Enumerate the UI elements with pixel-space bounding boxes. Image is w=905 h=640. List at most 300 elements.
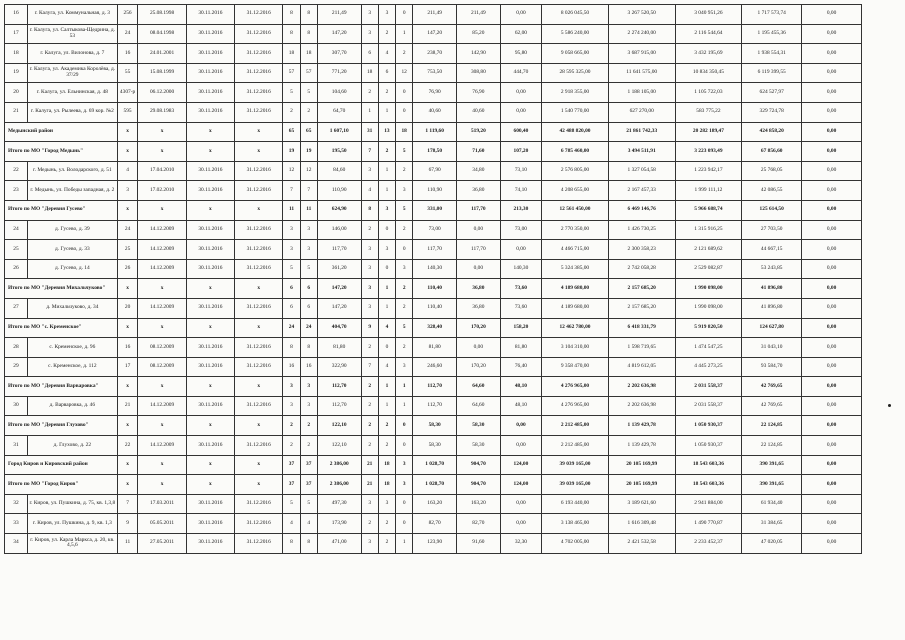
table-cell: 30.11.2016 [186,259,234,279]
table-cell: x [117,475,138,495]
table-cell: 361,20 [317,259,361,279]
table-cell: 31.12.2016 [235,259,283,279]
table-cell: 4 189 680,00 [542,279,609,299]
address-cell: д. Варваровка, д. 46 [28,396,118,416]
table-cell: 6 785 460,00 [542,142,609,162]
table-cell: 58,30 [413,416,457,436]
table-cell: 110,40 [413,279,457,299]
table-cell: 1 028,70 [413,455,457,475]
table-cell: 31.12.2016 [235,494,283,514]
table-cell: 2 742 058,28 [608,259,675,279]
table-cell: 3 [361,494,378,514]
table-cell: 2 [396,220,413,240]
table-cell: 0,00 [802,83,862,103]
subtotal-label: Итого по МО "с. Кременское" [5,318,118,338]
table-cell: 0,00 [457,220,501,240]
table-cell: 30.11.2016 [186,63,234,83]
table-cell: 1 223 942,17 [675,161,742,181]
table-cell: 2 [396,279,413,299]
table-cell: 140,30 [500,259,541,279]
table-cell: 40,60 [457,102,501,122]
table-cell: 1 990 098,00 [675,279,742,299]
table-cell: 1 119,60 [413,122,457,142]
subtotal-label: Город Киров и Кировский район [5,455,118,475]
table-cell: 110,40 [413,298,457,318]
table-cell: 17.03.2011 [138,494,186,514]
table-cell: 2 [361,83,378,103]
table-cell: 81,80 [500,338,541,358]
table-cell: 1 490 770,87 [675,514,742,534]
table-cell: 19 [300,142,317,162]
table-cell: 20 105 169,99 [608,475,675,495]
table-cell: 112,70 [317,396,361,416]
table-cell: 1 139 429,78 [608,416,675,436]
table-cell: 3 [361,298,378,318]
address-cell: г. Киров, ул. Пушкина, д. 75, кв. 1,3,8 [28,494,118,514]
table-cell: 27.05.2011 [138,534,186,554]
table-cell: 06.12.2000 [138,83,186,103]
table-cell: 6 [361,44,378,64]
table-row [5,494,862,514]
table-cell: 1 [378,279,395,299]
table-cell: 31 [361,122,378,142]
table-cell: 124,00 [500,475,541,495]
table-cell: 34,80 [457,161,501,181]
table-cell: 3 189 621,60 [608,494,675,514]
table-cell: 1 [396,534,413,554]
table-cell: 0,00 [500,240,541,260]
table-cell: 2 [396,161,413,181]
table-cell: 08.12.2009 [138,338,186,358]
table-cell: 3 [361,534,378,554]
table-row [5,220,862,240]
subtotal-label: Итого по МО "Деревня Глухово" [5,416,118,436]
address-cell: д. Гусево, д. 33 [28,240,118,260]
table-cell: 595 [117,102,138,122]
subtotal-label: Итого по МО "Деревня Варваровка" [5,377,118,397]
table-cell: 3 [300,377,317,397]
table-cell: 0,00 [802,279,862,299]
table-cell: 30.11.2016 [186,161,234,181]
table-cell: 3 [283,377,300,397]
table-cell: 8 [283,24,300,44]
table-cell: 37 [283,475,300,495]
table-cell: 0,00 [802,475,862,495]
table-cell: 31 043,10 [742,338,802,358]
table-cell: 1 [378,181,395,201]
table-cell: 211,49 [413,5,457,25]
subtotal-row [5,318,862,338]
table-cell: 18 [283,44,300,64]
table-cell: 2 233 452,37 [675,534,742,554]
table-cell: 2 421 532,58 [608,534,675,554]
table-cell: 1 050 930,37 [675,436,742,456]
table-cell: 123,90 [413,534,457,554]
table-cell: 0 [396,102,413,122]
table-cell: x [117,377,138,397]
table-cell: 37 [300,475,317,495]
table-cell: 0,00 [802,338,862,358]
table-cell: 471,00 [317,534,361,554]
table-cell: 22 124,85 [742,436,802,456]
table-cell: 24.01.2001 [138,44,186,64]
table-cell: 0,00 [802,102,862,122]
table-row [5,534,862,554]
table-cell: 3 [300,396,317,416]
subtotal-row [5,377,862,397]
table-cell: 31.12.2016 [235,514,283,534]
table-cell: 58,30 [457,416,501,436]
table-cell: 57 [300,63,317,83]
table-cell: 112,70 [413,396,457,416]
row-number-cell: 16 [5,5,28,25]
table-cell: 76,90 [413,83,457,103]
table-cell: 7 [283,181,300,201]
table-cell: 163,20 [413,494,457,514]
table-cell: 20 [117,298,138,318]
table-cell: x [235,279,283,299]
table-cell: 2 031 558,37 [675,396,742,416]
address-cell: г. Калуга, ул. Рылеева, д. 69 кор. №2 [28,102,118,122]
table-cell: 1 426 730,25 [608,220,675,240]
table-cell: 8 [283,338,300,358]
subtotal-label: Итого по МО "Деревня Михальчуково" [5,279,118,299]
subtotal-row [5,200,862,220]
table-cell: 0,00 [802,494,862,514]
table-cell: 1 [396,396,413,416]
table-cell: 0,00 [802,5,862,25]
table-cell: 0,00 [802,514,862,534]
table-cell: 0,00 [500,416,541,436]
table-cell: 3 [361,240,378,260]
table-cell: x [138,279,186,299]
table-row [5,436,862,456]
table-row [5,298,862,318]
table-cell: 238,70 [413,44,457,64]
table-cell: 16 [117,44,138,64]
table-cell: 1 999 111,12 [675,181,742,201]
table-cell: 5 324 385,00 [542,259,609,279]
table-cell: 11 [117,534,138,554]
address-cell: с. Кременское, д. 112 [28,357,118,377]
row-number-cell: 30 [5,396,28,416]
table-cell: 331,00 [413,200,457,220]
table-cell: 170,20 [457,318,501,338]
row-number-cell: 20 [5,83,28,103]
table-cell: 163,20 [457,494,501,514]
table-cell: 3 [396,259,413,279]
table-cell: 5 [300,259,317,279]
table-cell: 1 188 105,00 [608,83,675,103]
table-cell: 4 [117,161,138,181]
table-cell: 4 702 005,00 [542,534,609,554]
table-cell: x [138,200,186,220]
table-cell: 20 282 189,47 [675,122,742,142]
table-cell: 3 [361,5,378,25]
table-cell: 2 529 082,87 [675,259,742,279]
row-number-cell: 32 [5,494,28,514]
table-cell: 14.12.2009 [138,298,186,318]
row-number-cell: 29 [5,357,28,377]
table-cell: 0,00 [802,436,862,456]
table-cell: 11 [283,200,300,220]
table-cell: 44 667,15 [742,240,802,260]
table-cell: 146,00 [317,220,361,240]
table-cell: 4 [300,514,317,534]
address-cell: г. Калуга, ул. Вилонова, д. 7 [28,44,118,64]
table-cell: x [186,455,234,475]
table-cell: 05.05.2011 [138,514,186,534]
table-cell: 9 [117,514,138,534]
table-cell: 30.11.2016 [186,338,234,358]
table-row [5,338,862,358]
table-cell: 3 267 520,50 [608,5,675,25]
table-cell: 40,60 [413,102,457,122]
table-cell: x [186,377,234,397]
table-cell: 57 [283,63,300,83]
table-cell: 47 020,05 [742,534,802,554]
table-cell: 2 [361,338,378,358]
table-cell: 61 934,40 [742,494,802,514]
table-cell: 30.11.2016 [186,24,234,44]
table-cell: x [117,318,138,338]
row-number-cell: 31 [5,436,28,456]
table-cell: 147,20 [317,24,361,44]
table-cell: 76,40 [500,357,541,377]
table-cell: 147,20 [413,24,457,44]
scan-dot-mark [888,404,891,407]
table-cell: 404,70 [317,318,361,338]
table-cell: 39 039 165,00 [542,455,609,475]
table-cell: 82,70 [457,514,501,534]
table-cell: 1 474 547,25 [675,338,742,358]
table-cell: 7 [361,142,378,162]
table-cell: 6 [300,279,317,299]
table-cell: 0,00 [802,24,862,44]
table-cell: x [235,318,283,338]
table-cell: 21 861 742,33 [608,122,675,142]
table-cell: 0,00 [802,259,862,279]
table-cell: 0,00 [802,44,862,64]
table-cell: 13 [378,122,395,142]
table-cell: 18 [378,455,395,475]
table-cell: 18 543 603,36 [675,455,742,475]
table-cell: 2 [378,142,395,162]
table-row [5,63,862,83]
table-cell: 25 768,05 [742,161,802,181]
table-cell: 81,80 [317,338,361,358]
table-cell: 5 [396,142,413,162]
table-cell: 31.12.2016 [235,24,283,44]
table-cell: 9 058 665,00 [542,44,609,64]
table-cell: 26 [117,259,138,279]
table-cell: 2 [300,416,317,436]
table-cell: 48,10 [500,377,541,397]
table-cell: x [117,200,138,220]
table-cell: 64,60 [457,377,501,397]
table-cell: 1 [378,396,395,416]
table-row [5,24,862,44]
table-cell: 158,20 [500,318,541,338]
table-cell: 17 [117,357,138,377]
table-cell: x [117,416,138,436]
table-cell: 178,50 [413,142,457,162]
table-cell: 147,20 [317,298,361,318]
table-cell: 9 358 470,00 [542,357,609,377]
table-cell: 31.12.2016 [235,240,283,260]
table-cell: 16 [300,357,317,377]
table-cell: 93 584,70 [742,357,802,377]
table-cell: 4 445 273,25 [675,357,742,377]
table-cell: 31.12.2016 [235,5,283,25]
table-cell: 0 [378,338,395,358]
address-cell: г. Калуга, ул. Салтыкова-Щедрина, д. 53 [28,24,118,44]
table-cell: 2 212 485,00 [542,436,609,456]
table-cell: 0 [378,220,395,240]
table-cell: 0,00 [500,102,541,122]
table-cell: 42 488 820,00 [542,122,609,142]
table-cell: 21 [361,455,378,475]
table-cell: 8 [361,200,378,220]
table-cell: 08.04.1998 [138,24,186,44]
table-cell: 6 [378,63,395,83]
table-cell: 3 [117,181,138,201]
table-cell: 41 896,80 [742,298,802,318]
table-cell: 31.12.2016 [235,220,283,240]
table-cell: 117,70 [457,200,501,220]
table-cell: 0,00 [802,416,862,436]
table-cell: 2 [283,416,300,436]
table-cell: x [117,122,138,142]
table-cell: 2 121 689,62 [675,240,742,260]
table-cell: 58,30 [413,436,457,456]
table-cell: 1 540 770,00 [542,102,609,122]
table-cell: 3 [361,259,378,279]
table-cell: 08.12.2009 [138,357,186,377]
table-cell: 771,20 [317,63,361,83]
table-cell: 16 [117,338,138,358]
table-cell: 3 [378,240,395,260]
table-cell: 21 [361,475,378,495]
table-cell: 117,70 [317,240,361,260]
table-cell: 2 [361,514,378,534]
table-cell: 0,00 [802,142,862,162]
table-cell: 53 243,85 [742,259,802,279]
table-cell: 2 386,00 [317,475,361,495]
table-cell: 2 [396,44,413,64]
table-cell: 2 [378,24,395,44]
table-cell: 904,70 [457,475,501,495]
table-cell: 31.12.2016 [235,44,283,64]
table-cell: 36,80 [457,181,501,201]
table-cell: x [235,142,283,162]
table-row [5,161,862,181]
table-cell: 4 189 680,00 [542,298,609,318]
address-cell: г. Киров, ул. Пушкина, д. 9, кв. 1,3 [28,514,118,534]
table-cell: 18 [378,475,395,495]
table-cell: 6 [283,298,300,318]
table-cell: 30.11.2016 [186,83,234,103]
table-cell: 14.12.2009 [138,240,186,260]
table-cell: 3 223 093,49 [675,142,742,162]
table-cell: 31.12.2016 [235,534,283,554]
table-cell: 2 [378,534,395,554]
subtotal-label: Медынский район [5,122,118,142]
table-cell: 67,90 [413,161,457,181]
table-cell: 0,00 [802,534,862,554]
table-cell: 0,00 [457,338,501,358]
table-cell: 1 598 719,65 [608,338,675,358]
table-cell: 2 274 240,00 [608,24,675,44]
table-cell: 3 [283,396,300,416]
address-cell: г. Медынь, ул. Победы западная, д. 2 [28,181,118,201]
table-cell: 3 [361,279,378,299]
table-cell: 31.12.2016 [235,161,283,181]
table-cell: 20 105 169,99 [608,455,675,475]
housing-resettlement-table [4,4,862,554]
row-number-cell: 19 [5,63,28,83]
table-cell: 21 [117,396,138,416]
table-cell: 2 [361,220,378,240]
table-cell: 82,70 [413,514,457,534]
table-cell: 4 [361,181,378,201]
table-cell: 4307-р [117,83,138,103]
table-cell: x [186,279,234,299]
table-cell: 64,70 [317,102,361,122]
table-cell: 112,70 [317,377,361,397]
table-cell: x [138,416,186,436]
table-cell: 8 [283,5,300,25]
table-cell: 110,90 [317,181,361,201]
table-cell: 1 327 054,58 [608,161,675,181]
table-cell: 124 627,80 [742,318,802,338]
table-cell: 31.12.2016 [235,357,283,377]
table-cell: 110,90 [413,181,457,201]
table-cell: 4 819 612,05 [608,357,675,377]
table-cell: 2 212 485,00 [542,416,609,436]
table-cell: 7 [361,357,378,377]
table-cell: 2 386,00 [317,455,361,475]
table-cell: 42 769,65 [742,377,802,397]
table-cell: 0,00 [457,259,501,279]
table-cell: 2 116 544,64 [675,24,742,44]
table-cell: 25 [117,240,138,260]
table-cell: 16 [283,357,300,377]
table-cell: 124,00 [500,455,541,475]
table-cell: 2 [378,436,395,456]
table-cell: 3 [283,220,300,240]
table-cell: 1 [396,377,413,397]
table-cell: 8 [300,338,317,358]
table-cell: 3 [396,357,413,377]
table-cell: 3 [396,181,413,201]
table-cell: 5 [396,200,413,220]
table-cell: 32,30 [500,534,541,554]
table-cell: 0,00 [802,200,862,220]
table-cell: 0,00 [802,220,862,240]
table-cell: 4 276 965,00 [542,396,609,416]
table-cell: 3 [300,220,317,240]
table-cell: 1 028,70 [413,475,457,495]
table-cell: 3 040 951,26 [675,5,742,25]
table-cell: 4 [283,514,300,534]
table-cell: 76,90 [457,83,501,103]
table-cell: 30.11.2016 [186,298,234,318]
table-cell: 2 157 685,20 [608,279,675,299]
table-cell: 65 [283,122,300,142]
table-cell: 1 105 722,03 [675,83,742,103]
table-cell: 0 [396,240,413,260]
